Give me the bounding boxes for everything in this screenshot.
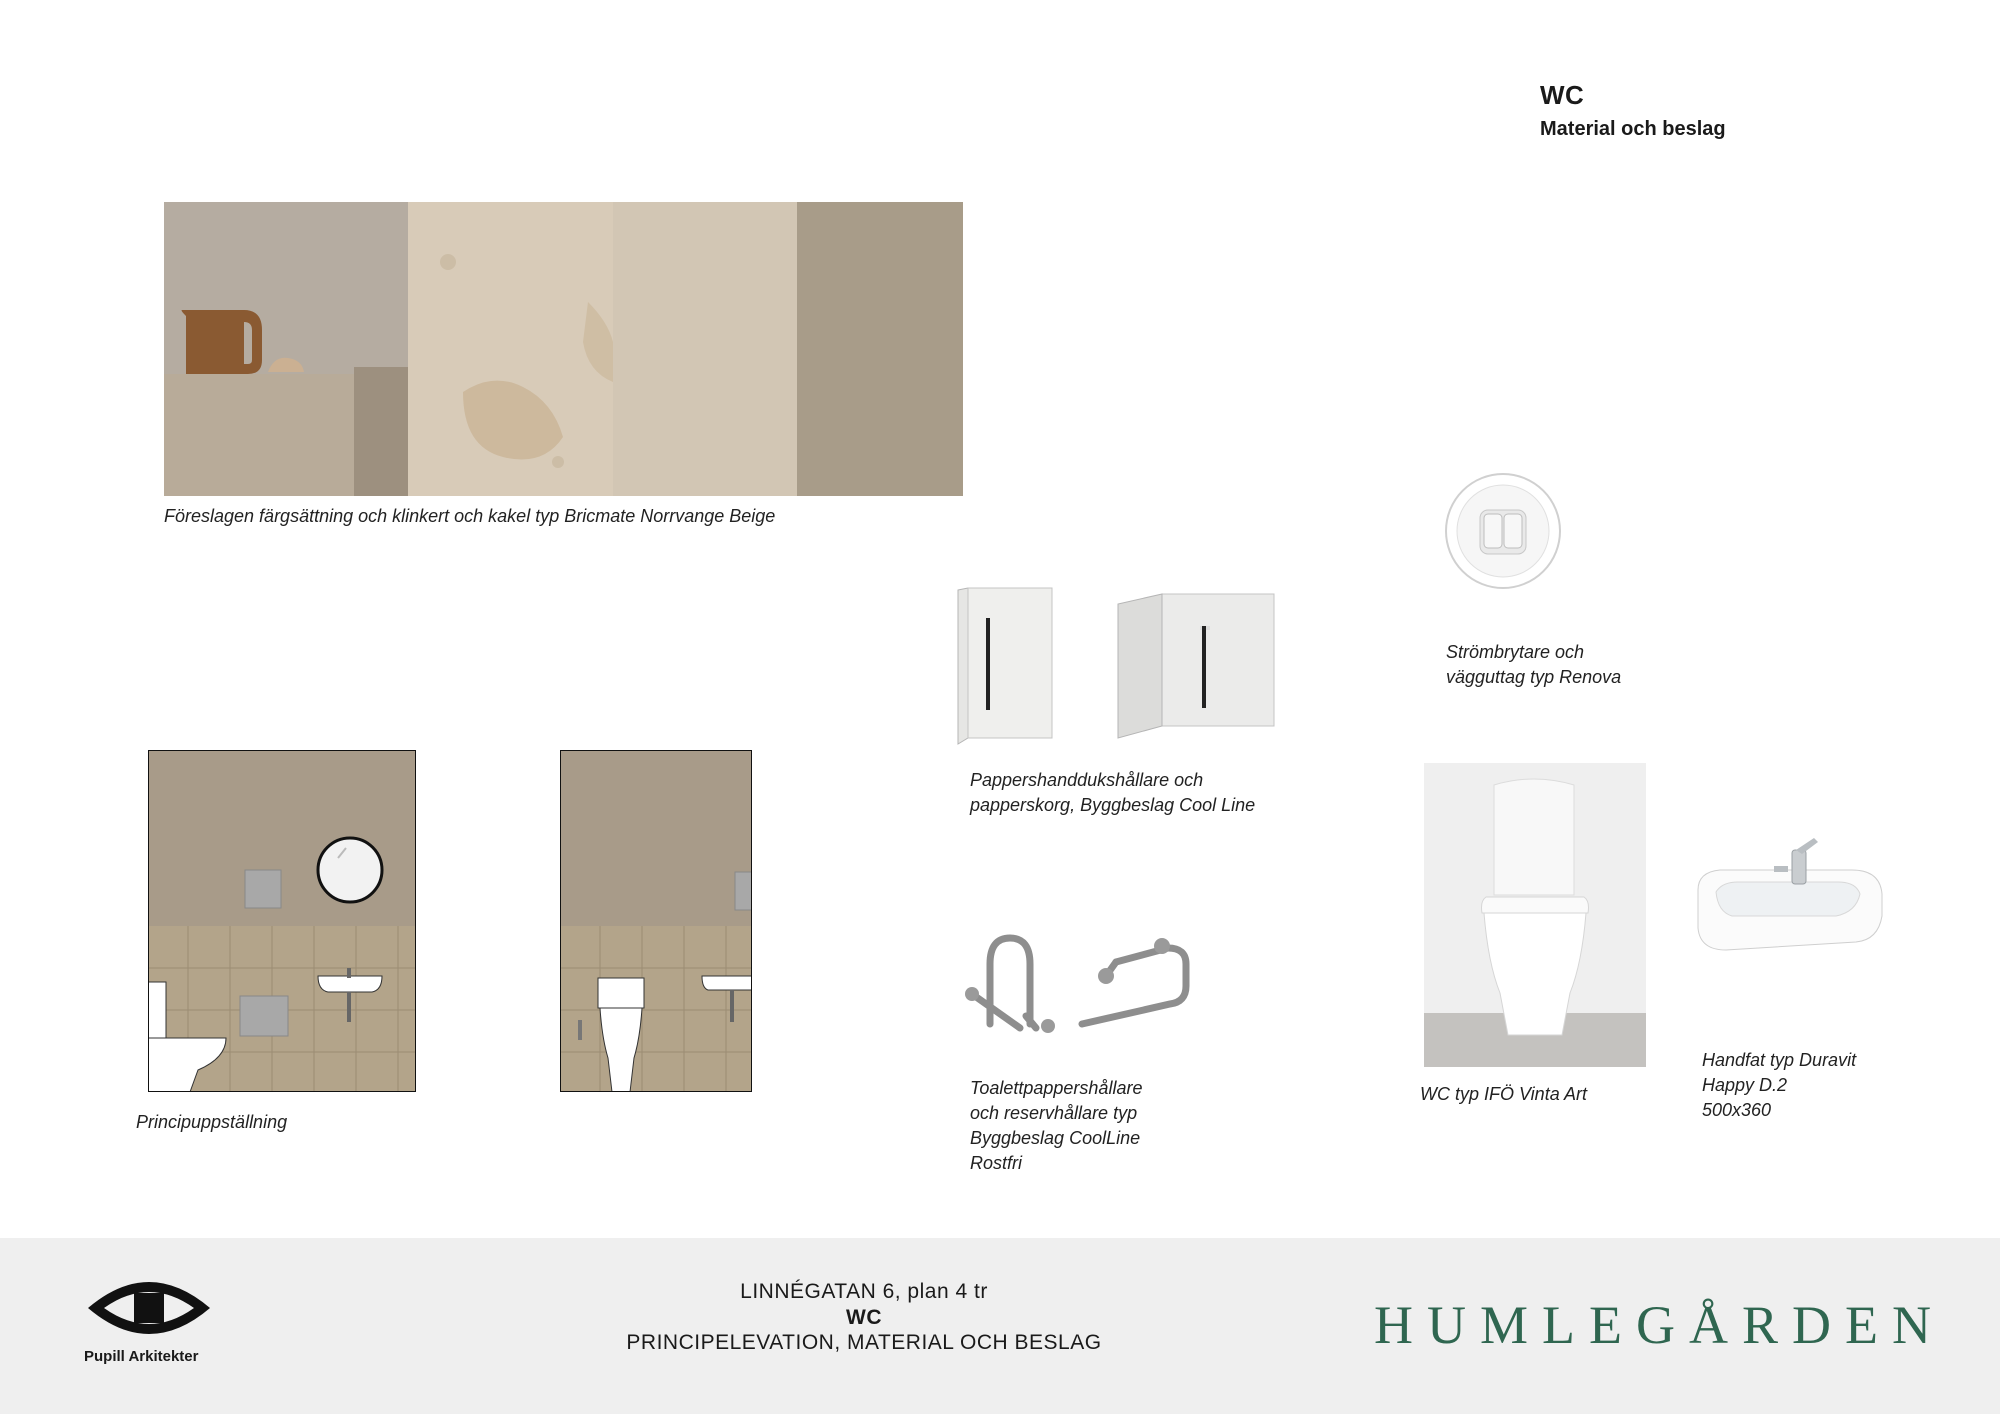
paint-swatch-dark — [797, 202, 963, 496]
paper-towel-caption — [970, 768, 1255, 818]
project-line-1: LINNÉGATAN 6, plan 4 tr — [740, 1280, 988, 1303]
basin-caption-line-2: Happy D.2 — [1702, 1075, 1788, 1095]
material-swatches — [164, 202, 963, 496]
wc-caption-line-1: WC typ IFÖ Vinta Art — [1420, 1084, 1588, 1104]
switch-caption-line-1: Strömbrytare och — [1446, 642, 1585, 662]
elevation-drawing-1 — [148, 750, 416, 1092]
project-line-2: WC — [846, 1306, 882, 1329]
basin-caption-line-3: 500x360 — [1702, 1100, 1772, 1120]
swatch-caption: Föreslagen färgsättning och klinkert och kakel typ Bricmate Norrvange Beige — [164, 506, 776, 526]
toilet-paper-caption-line-2: och reservhållare typ — [970, 1103, 1138, 1123]
basin-caption — [1702, 1048, 1856, 1123]
toilet-paper-holder-image — [962, 926, 1222, 1046]
interior-photo — [164, 202, 408, 496]
tile-swatch — [408, 202, 613, 496]
basin-image — [1692, 836, 1886, 956]
page-title: WC — [1540, 80, 1585, 110]
switch-caption — [1446, 640, 1621, 690]
switch-caption-line-2: vägguttag typ Renova — [1446, 667, 1622, 687]
project-line-3: PRINCIPELEVATION, MATERIAL OCH BESLAG — [626, 1331, 1102, 1354]
client-logo: HUMLEGÅRDEN — [1374, 1295, 1945, 1355]
wc-image — [1424, 763, 1646, 1067]
wc-caption — [1420, 1082, 1587, 1107]
toilet-paper-caption — [970, 1076, 1142, 1176]
paper-towel-caption-line-1: Pappershanddukshållare och — [970, 770, 1204, 790]
paper-towel-holder-image — [952, 586, 1324, 748]
paper-towel-caption-line-2: papperskorg, Byggbeslag Cool Line — [970, 795, 1256, 815]
office-name: Pupill Arkitekter — [84, 1348, 199, 1365]
page-subtitle: Material och beslag — [1540, 118, 1726, 140]
elevation-drawing-2 — [560, 750, 752, 1092]
switch-image — [1444, 472, 1562, 590]
elevation-caption: Principuppställning — [136, 1112, 288, 1132]
paint-swatch-light — [613, 202, 797, 496]
toilet-paper-caption-line-3: Byggbeslag CoolLine — [970, 1128, 1141, 1148]
toilet-paper-caption-line-1: Toalettpappershållare — [970, 1078, 1143, 1098]
basin-caption-line-1: Handfat typ Duravit — [1702, 1050, 1857, 1070]
toilet-paper-caption-line-4: Rostfri — [970, 1153, 1023, 1173]
